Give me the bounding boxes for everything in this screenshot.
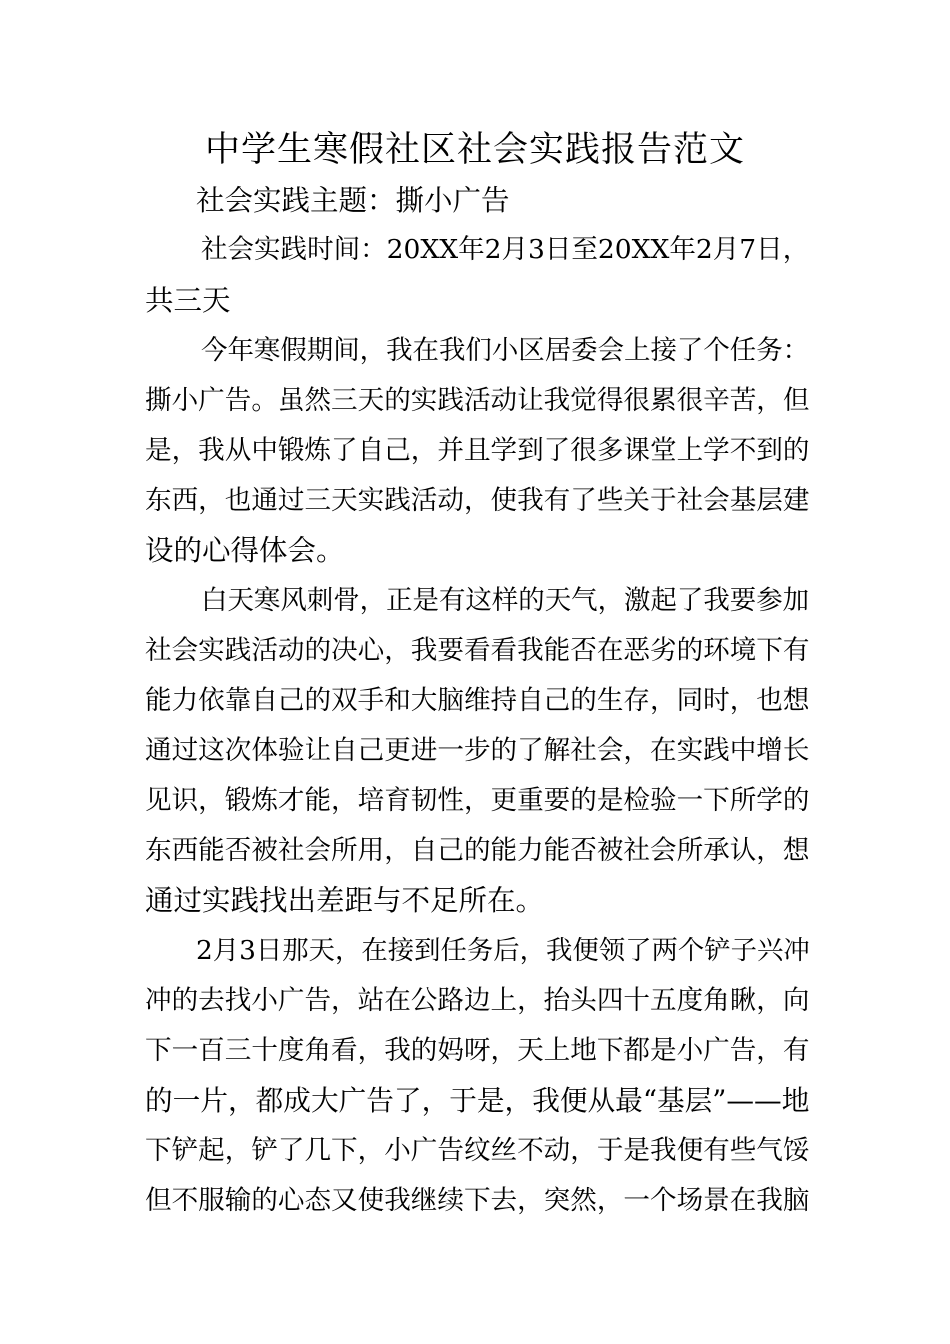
text-line: 是，我从中锻炼了自己，并且学到了很多课堂上学不到的 <box>145 435 810 466</box>
text-line: 社会实践主题：撕小广告 <box>196 184 510 217</box>
text-line: 社会实践时间：20XX年2月3日至20XX年2月7日， <box>201 234 810 265</box>
text-line: 东西能否被社会所用，自己的能力能否被社会所承认，想 <box>145 835 810 866</box>
text-line: 今年寒假期间，我在我们小区居委会上接了个任务： <box>201 335 810 366</box>
text-line: 能力依靠自己的双手和大脑维持自己的生存，同时，也想 <box>145 685 810 716</box>
text-line: 下铲起，铲了几下，小广告纹丝不动，于是我便有些气馁 <box>145 1135 810 1166</box>
text-line: 白天寒风刺骨，正是有这样的天气，激起了我要参加 <box>201 585 810 616</box>
text-line: 通过这次体验让自己更进一步的了解社会，在实践中增长 <box>145 735 810 766</box>
text-line: 设的心得体会。 <box>145 534 345 567</box>
text-line: 冲的去找小广告，站在公路边上，抬头四十五度角瞅，向 <box>145 985 810 1016</box>
document-title: 中学生寒假社区社会实践报告范文 <box>204 130 745 170</box>
text-line: 的一片，都成大广告了，于是，我便从最“基层”——地 <box>145 1084 810 1117</box>
text-line: 共三天 <box>145 284 231 317</box>
text-line: 东西，也通过三天实践活动，使我有了些关于社会基层建 <box>145 485 810 516</box>
text-line: 下一百三十度角看，我的妈呀，天上地下都是小广告，有 <box>145 1035 810 1066</box>
text-line: 2月3日那天，在接到任务后，我便领了两个铲子兴冲 <box>196 936 810 966</box>
text-line: 社会实践活动的决心，我要看看我能否在恶劣的环境下有 <box>145 635 810 666</box>
text-line: 但不服输的心态又使我继续下去，突然，一个场景在我脑 <box>145 1185 810 1216</box>
text-line: 见识，锻炼才能，培育韧性，更重要的是检验一下所学的 <box>145 785 810 816</box>
text-line: 撕小广告。虽然三天的实践活动让我觉得很累很辛苦，但 <box>145 385 810 416</box>
text-line: 通过实践找出差距与不足所在。 <box>145 884 545 917</box>
